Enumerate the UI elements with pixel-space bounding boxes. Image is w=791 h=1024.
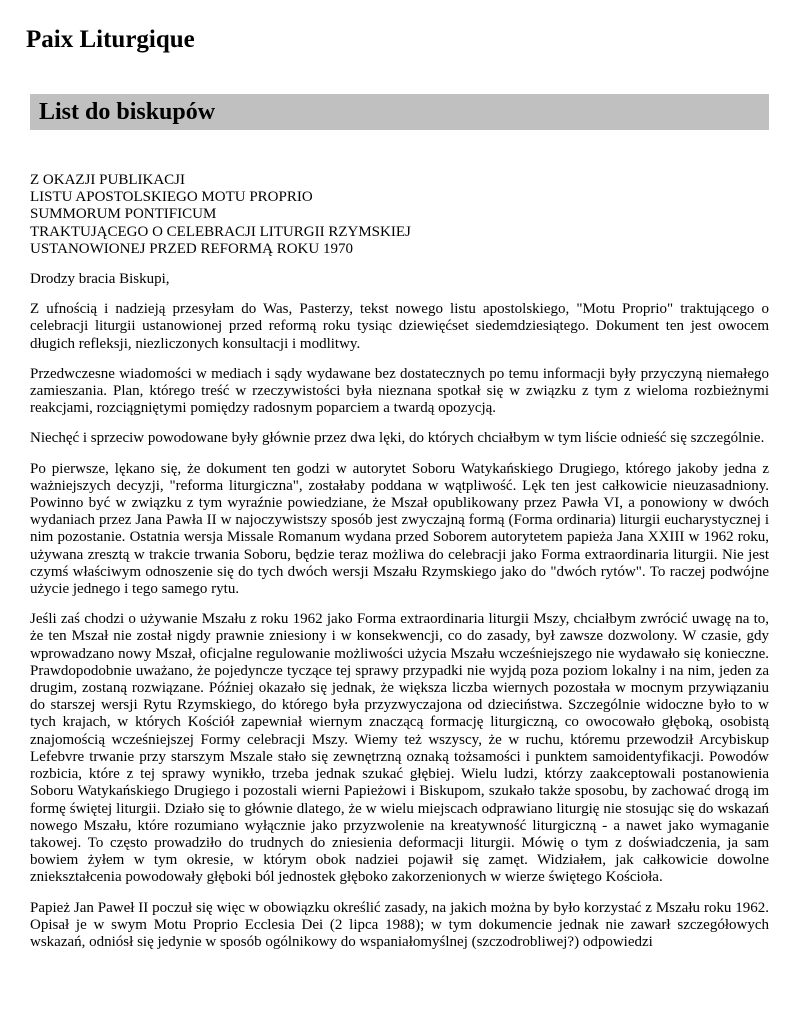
site-title: Paix Liturgique — [26, 26, 195, 53]
letter-body — [30, 172, 769, 964]
intro-line: TRAKTUJĄCEGO O CELEBRACJI LITURGII RZYMSKIEJ — [30, 223, 411, 240]
paragraph: Po pierwsze, lękano się, że dokument ten godzi w autorytet Soboru Watykańskiego Drugiego, którego jakoby jedna z ważniejszych decyzji, "reforma liturgiczna", zostałaby poddana w wątpliwość. Lęk ten jest całkowicie nieuzasadniony. Powinno być w związku z tym wyraźnie powiedziane, że Mszał opublikowany przez Pawła VI, a ponowiony w dwóch wydaniach przez Jana Pawła II w najoczywistszy sposób jest zwyczajną formą (Forma ordinaria) liturgii eucharystycznej i nim pozostanie. Ostatnia wersja Missale Romanum wydana przed Soborem autorytetem papieża Jana XXIII w 1962 roku, używana zresztą w trakcie trwania Soboru, będzie teraz możliwa do celebracji jako Forma extraordinaria liturgii. Nie jest czymś właściwym odnoszenie się do tych dwóch wersji Mszału Rzymskiego jako do "dwóch rytów". To raczej podwójne użycie jednego i tego samego rytu. — [30, 460, 769, 598]
paragraph: Niechęć i sprzeciw powodowane były głównie przez dwa lęki, do których chciałbym w tym liście odnieść się szczególnie. — [30, 430, 765, 447]
section-title: List do biskupów — [39, 99, 216, 125]
paragraph: Przedwczesne wiadomości w mediach i sądy wydawane bez dostatecznych po temu informacji były przyczyną niemałego zamieszania. Plan, którego treść w rzeczywistości była nieznana spotkał się w związku z tym z wieloma rozbieżnymi reakcjami, rozciągniętymi pomiędzy radosnym poparciem a twardą opozycją. — [30, 365, 769, 417]
intro-line: Z OKAZJI PUBLIKACJI — [30, 172, 185, 188]
letter-intro-heading — [30, 172, 769, 258]
paragraph: Jeśli zaś chodzi o używanie Mszału z roku 1962 jako Forma extraordinaria liturgii Mszy, chciałbym zwrócić uwagę na to, że ten Mszał nie został nigdy prawnie zniesiony i w konsekwencji, co do zasady, był zawsze dozwolony. W czasie, gdy wprowadzano nowy Mszał, oficjalne regulowanie możliwości użycia Mszału wcześniejszego nie wydawało się konieczne. Prawdopodobnie uważano, że pojedyncze tyczące tej sprawy przypadki nie wyjdą poza poziom lokalny i na nim, jeden za drugim, zostaną rozwiązane. Później okazało się jednak, że większa liczba wiernych pozostała w mocnym przywiązaniu do starszej wersji Rytu Rzymskiego, do którego była przyzwyczajona od dzieciństwa. Szczególnie widoczne było to w tych krajach, w których Kościół zapewniał wiernym znaczącą formację liturgiczną, co owocowało głęboką, osobistą znajomością wcześniejszej Formy celebracji Mszy. Wiemy też wszyscy, że w ruchu, któremu przewodził Arcybiskup Lefebvre trwanie przy starszym Mszale stało się zewnętrzną oznaką tożsamości i punktem samoidentyfikacji. Powodów rozbicia, które z tej sprawy wynikło, trzeba jednak szukać głębiej. Wielu ludzi, którzy zaakceptowali postanowienia Soboru Watykańskiego Drugiego i pozostali wierni Papieżowi i Biskupom, szukało także sposobu, by zachować drogą im formę świętej liturgii. Działo się to głównie dlatego, że w wielu miejscach odprawiano liturgię nie stosując się do wskazań nowego Mszału, które rozumiano wyłącznie jako przyzwolenie na kreatywność liturgiczną - a nawet jako wymaganie takowej. To często prowadziło do trudnych do zniesienia deformacji liturgii. Mówię o tym z doświadczenia, ja sam bowiem żyłem w tym okresie, w którym obok nadziei pojawił się zamęt. Widziałem, jak całkowicie dowolne zniekształcenia powodowały głęboki ból jednostek głęboko zakorzenionych w wierze świętego Kościoła. — [30, 611, 769, 886]
greeting: Drodzy bracia Biskupi, — [30, 271, 170, 288]
intro-line: SUMMORUM PONTIFICUM — [30, 206, 217, 223]
section-header-bar — [30, 94, 769, 130]
paragraph: Z ufnością i nadzieją przesyłam do Was, Pasterzy, tekst nowego listu apostolskiego, "Motu Proprio" traktującego o celebracji liturgii ustanowionej przed reformą roku tysiąc dziewięćset siedemdziesiątego. Dokument ten jest owocem długich refleksji, niezliczonych konsultacji i modlitwy. — [30, 301, 769, 352]
paragraph: Papież Jan Paweł II poczuł się więc w obowiązku określić zasady, na jakich można by było korzystać z Mszału roku 1962. Opisał je w swym Motu Proprio Ecclesia Dei (2 lipca 1988); w tym dokumencie jednak nie zawarł szczegółowych wskazań, odniósł się jedynie w sposób ogólnikowy do wspaniałomyślnej (szczodrobliwej?) odpowiedzi — [30, 899, 769, 950]
intro-line: LISTU APOSTOLSKIEGO MOTU PROPRIO — [30, 189, 313, 206]
intro-line: USTANOWIONEJ PRZED REFORMĄ ROKU 1970 — [30, 240, 353, 257]
